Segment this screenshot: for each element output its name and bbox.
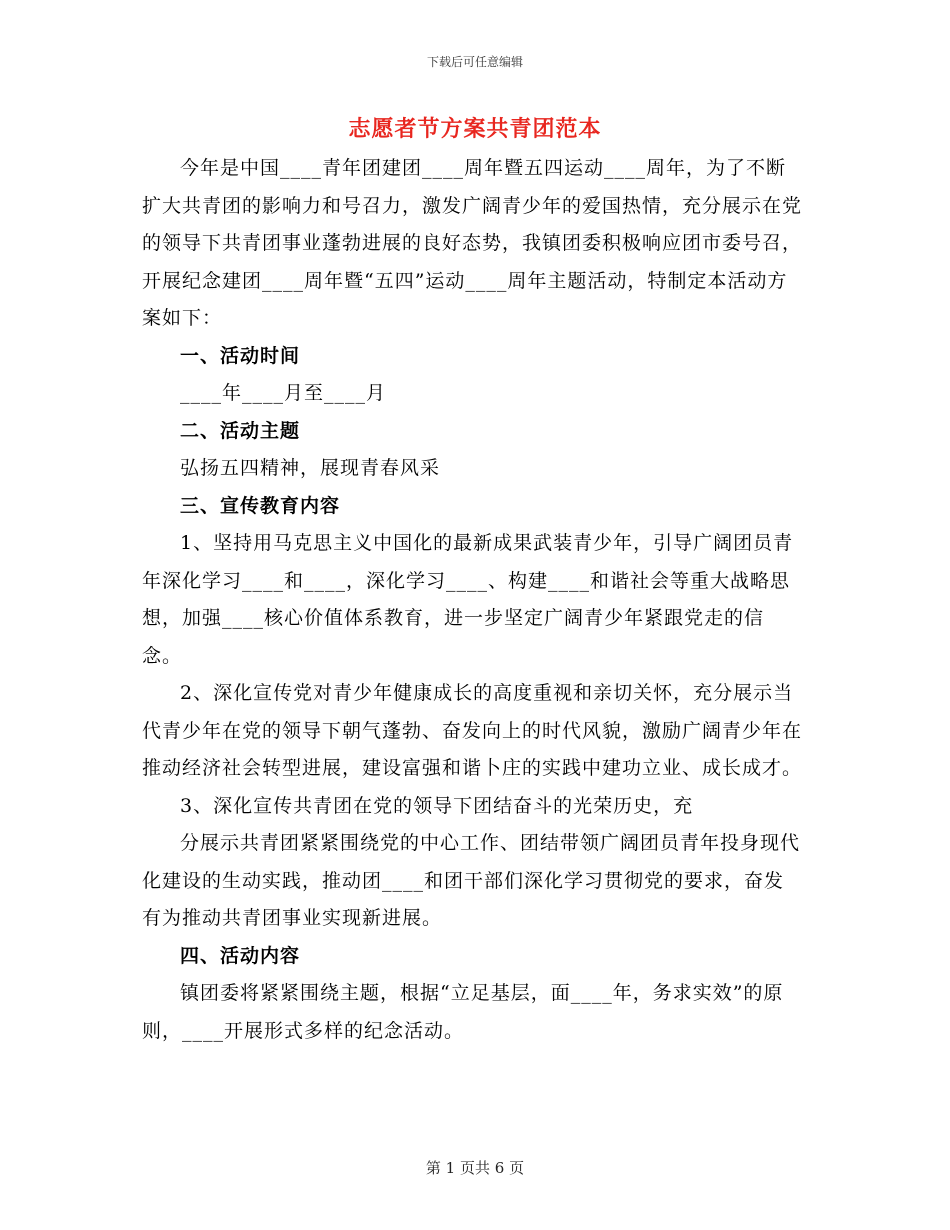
education-item-3-continued: 分展示共青团紧紧围绕党的中心工作、团结带领广阔团员青年投身现代化建设的生动实践，推动团____和团干部们深化学习贯彻党的要求，奋发有为推动共青团事业实现新进展。 bbox=[142, 832, 801, 929]
activities-paragraph: 镇团委将紧紧围绕主题，根据“立足基层，面____年，务求实效”的原则，____开展形式多样的纪念活动。 bbox=[142, 982, 784, 1042]
document-title: 志愿者节方案共青团范本 bbox=[348, 116, 602, 142]
intro-paragraph: 今年是中国____青年团建团____周年暨五四运动____周年，为了不断扩大共青团的影响力和号召力，激发广阔青少年的爱国热情，充分展示在党的领导下共青团事业蓬勃进展的良好态势，我镇团委积极响应团市委号召，开展纪念建团____周年暨“五四”运动____周年主题活动，特制定本活动方案如下： bbox=[142, 157, 803, 329]
page-footer: 第 1 页共 6 页 bbox=[425, 1159, 525, 1177]
theme-paragraph: 弘扬五四精神，展现青春风采 bbox=[180, 457, 441, 479]
document-body bbox=[142, 150, 802, 1050]
education-item-1: 1、坚持用马克思主义中国化的最新成果武装青少年，引导广阔团员青年深化学习____和____，深化学习____、构建____和谐社会等重大战略思想，加强____核心价值体系教育，进一步坚定广阔青少年紧跟党走的信念。 bbox=[142, 532, 794, 667]
section-heading-time: 一、活动时间 bbox=[180, 344, 301, 367]
section-heading-activities: 四、活动内容 bbox=[180, 944, 301, 967]
header-note: 下载后可任意编辑 bbox=[426, 55, 523, 69]
time-paragraph: ____年____月至____月 bbox=[180, 382, 387, 404]
education-item-3: 3、深化宣传共青团在党的领导下团结奋斗的光荣历史，充 bbox=[180, 794, 694, 817]
section-heading-theme: 二、活动主题 bbox=[180, 419, 301, 442]
education-item-2: 2、深化宣传党对青少年健康成长的高度重视和亲切关怀，充分展示当代青少年在党的领导下朝气蓬勃、奋发向上的时代风貌，激励广阔青少年在推动经济社会转型进展，建设富强和谐卜庄的实践中建功立业、成长成才。 bbox=[142, 682, 803, 779]
section-heading-education: 三、宣传教育内容 bbox=[180, 494, 341, 517]
